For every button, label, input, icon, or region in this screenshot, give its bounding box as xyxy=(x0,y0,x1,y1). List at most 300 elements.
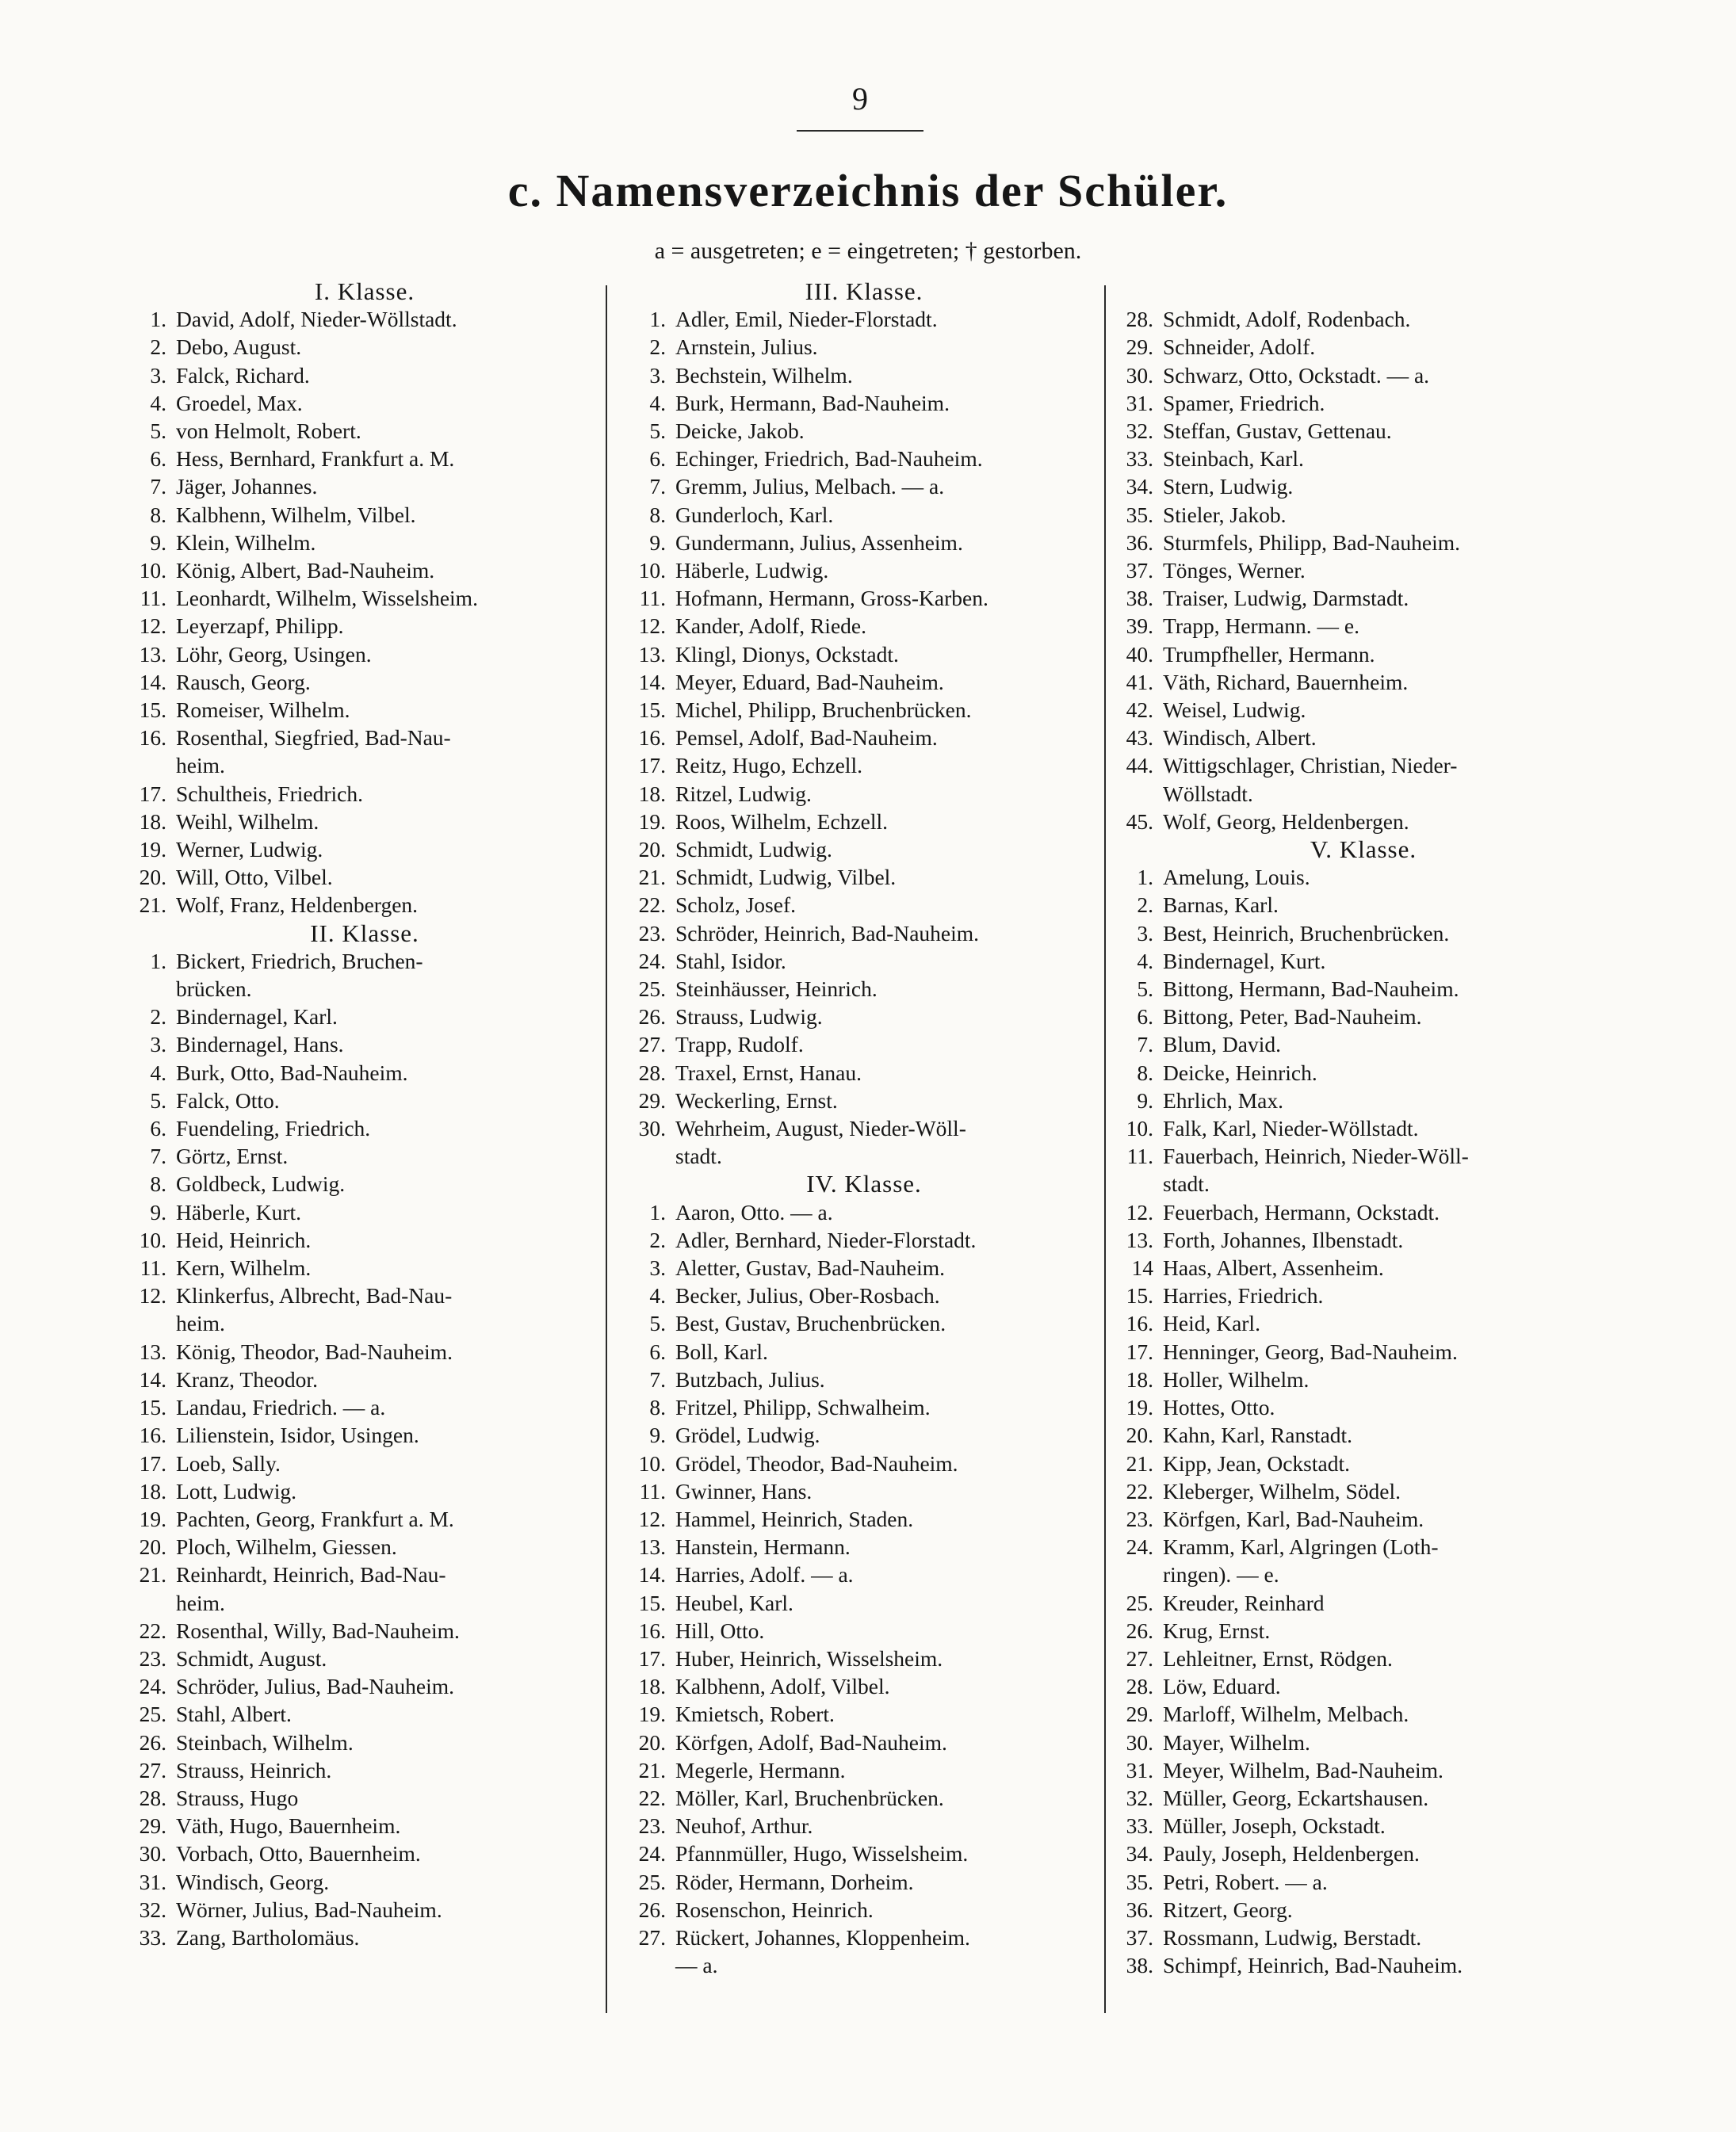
student-entry xyxy=(1114,1114,1613,1142)
student-name-line: Gunderloch, Karl. xyxy=(675,502,834,527)
student-entry xyxy=(626,1003,1102,1030)
entry-number: 2. xyxy=(649,1227,666,1252)
student-entry xyxy=(1114,919,1613,947)
student-name-line: Reitz, Hugo, Echzell. xyxy=(675,753,862,778)
entry-number: 8. xyxy=(150,1171,166,1197)
student-name-line: Rosenthal, Willy, Bad-Nauheim. xyxy=(176,1618,460,1643)
entry-number: 24. xyxy=(1126,1534,1153,1560)
student-entry xyxy=(1114,1450,1613,1477)
student-entry xyxy=(1114,1198,1613,1226)
student-name-line: Kalbhenn, Adolf, Vilbel. xyxy=(675,1674,890,1699)
entry-number: 37. xyxy=(1126,1924,1153,1950)
entry-number: 1. xyxy=(150,948,166,973)
student-name-line: Becker, Julius, Ober-Rosbach. xyxy=(675,1283,940,1309)
student-name-line: Grödel, Theodor, Bad-Nauheim. xyxy=(675,1450,958,1476)
student-name-line: Landau, Friedrich. — a. xyxy=(176,1395,386,1420)
entry-number: 10. xyxy=(638,558,666,583)
student-name-line: Schmidt, Ludwig, Vilbel. xyxy=(675,865,897,890)
entry-number: 45. xyxy=(1126,808,1153,834)
entry-number: 4. xyxy=(1137,948,1153,973)
student-name-line: Möller, Karl, Bruchenbrücken. xyxy=(675,1785,944,1810)
entry-number: 12. xyxy=(139,1283,166,1309)
student-name-line: Körfgen, Karl, Bad-Nauheim. xyxy=(1163,1506,1424,1531)
student-name-line: Best, Gustav, Bruchenbrücken. xyxy=(675,1311,946,1336)
entry-number: 13. xyxy=(638,641,666,667)
student-entry xyxy=(127,1700,602,1728)
student-name-line: Bindernagel, Hans. xyxy=(176,1032,344,1057)
student-name-line: Stahl, Isidor. xyxy=(675,948,786,973)
student-entry xyxy=(626,863,1102,891)
entry-number: 18. xyxy=(1126,1366,1153,1392)
student-entry xyxy=(1114,1477,1613,1505)
student-name-line: Leyerzapf, Philipp. xyxy=(176,613,344,639)
entry-number: 25. xyxy=(1126,1590,1153,1615)
student-name-line: Wörner, Julius, Bad-Nauheim. xyxy=(176,1897,442,1922)
entry-number: 31. xyxy=(139,1869,166,1894)
entry-number: 2. xyxy=(1137,892,1153,918)
student-entry xyxy=(626,1114,1102,1170)
student-name-line: Lilienstein, Isidor, Usingen. xyxy=(176,1423,419,1448)
student-name-line: Huber, Heinrich, Wisselsheim. xyxy=(675,1645,943,1671)
entry-number: 34. xyxy=(1126,1841,1153,1866)
student-entry xyxy=(626,1700,1102,1728)
entry-number: 37. xyxy=(1126,558,1153,583)
entry-number: 20. xyxy=(1126,1423,1153,1448)
student-entry xyxy=(626,1087,1102,1114)
student-entry xyxy=(626,529,1102,556)
entry-number: 14. xyxy=(139,1366,166,1392)
student-entry xyxy=(626,1729,1102,1756)
student-entry xyxy=(127,1421,602,1449)
student-name-line: stadt. xyxy=(675,1144,722,1169)
student-entry xyxy=(127,1198,602,1226)
student-entry xyxy=(127,445,602,472)
student-name-line: Heid, Heinrich. xyxy=(176,1227,312,1252)
student-entry xyxy=(1114,668,1613,696)
student-name-line: Scholz, Josef. xyxy=(675,892,796,918)
student-entry xyxy=(127,1254,602,1282)
student-entry xyxy=(1114,1087,1613,1114)
student-entry xyxy=(1114,1645,1613,1672)
klasse-heading-continued xyxy=(1114,277,1613,305)
entry-number: 17. xyxy=(638,753,666,778)
student-name-line: heim. xyxy=(176,1590,225,1615)
student-entry xyxy=(1114,640,1613,668)
student-entry xyxy=(626,1505,1102,1533)
student-name-line: Neuhof, Arthur. xyxy=(675,1813,813,1839)
student-entry xyxy=(626,1282,1102,1309)
student-name-line: Wolf, Georg, Heldenbergen. xyxy=(1163,808,1409,834)
student-entry xyxy=(127,1282,602,1337)
student-name-line: Kramm, Karl, Algringen (Loth- xyxy=(1163,1534,1439,1560)
student-name-line: Barnas, Karl. xyxy=(1163,892,1279,918)
student-entry xyxy=(1114,975,1613,1003)
student-name-line: Henninger, Georg, Bad-Nauheim. xyxy=(1163,1339,1458,1364)
student-entry xyxy=(626,919,1102,947)
student-entry xyxy=(1114,1309,1613,1337)
entry-number: 32. xyxy=(1126,1785,1153,1810)
student-name-line: Pfannmüller, Hugo, Wisselsheim. xyxy=(675,1841,969,1866)
entry-number: 4. xyxy=(649,390,666,415)
student-name-line: Görtz, Ernst. xyxy=(176,1144,289,1169)
student-entry xyxy=(626,1756,1102,1784)
entry-number: 17. xyxy=(139,781,166,806)
student-entry xyxy=(626,1450,1102,1477)
section-title: c. Namensverzeichnis der Schüler. xyxy=(507,165,1229,216)
student-name-line: Aletter, Gustav, Bad-Nauheim. xyxy=(675,1255,946,1281)
student-name-line: Goldbeck, Ludwig. xyxy=(176,1171,346,1197)
entry-number: 39. xyxy=(1126,613,1153,639)
student-name-line: Väth, Richard, Bauernheim. xyxy=(1163,669,1409,694)
entry-number: 28. xyxy=(139,1785,166,1810)
entry-number: 8. xyxy=(150,502,166,527)
entry-number: 15. xyxy=(638,697,666,723)
student-name-line: Zang, Bartholomäus. xyxy=(176,1924,360,1950)
column-divider xyxy=(606,285,607,2013)
entry-number: 32. xyxy=(139,1897,166,1922)
entry-number: 28. xyxy=(1126,1674,1153,1699)
entry-number: 17. xyxy=(638,1645,666,1671)
klasse-heading: V. Klasse. xyxy=(1310,835,1417,864)
student-name-line: Windisch, Albert. xyxy=(1163,725,1317,751)
student-entry xyxy=(1114,1142,1613,1198)
student-entry xyxy=(1114,724,1613,751)
entry-number: 8. xyxy=(649,502,666,527)
student-entry xyxy=(127,501,602,529)
student-name-line: Meyer, Wilhelm, Bad-Nauheim. xyxy=(1163,1757,1443,1782)
entry-number: 24. xyxy=(638,948,666,973)
legend: a = ausgetreten; e = eingetreten; † gestorben. xyxy=(654,238,1082,264)
student-name-line: Arnstein, Julius. xyxy=(675,334,818,360)
entry-number: 30. xyxy=(1126,362,1153,388)
entry-number: 35. xyxy=(1126,502,1153,527)
student-entry xyxy=(1114,808,1613,835)
student-entry xyxy=(1114,1729,1613,1756)
student-name-line: Marloff, Wilhelm, Melbach. xyxy=(1163,1702,1409,1727)
entry-number: 10. xyxy=(638,1450,666,1476)
entry-number: 25. xyxy=(638,1869,666,1894)
student-name-line: Weckerling, Ernst. xyxy=(675,1087,838,1113)
entry-number: 23. xyxy=(638,920,666,946)
entry-number: 27. xyxy=(638,1032,666,1057)
student-entry xyxy=(1114,501,1613,529)
entry-number: 19. xyxy=(139,837,166,862)
student-entry xyxy=(626,389,1102,417)
entry-number: 33. xyxy=(1126,1813,1153,1839)
student-name-line: König, Albert, Bad-Nauheim. xyxy=(176,558,435,583)
student-entry xyxy=(127,556,602,584)
entry-number: 27. xyxy=(139,1757,166,1782)
student-name-line: Strauss, Hugo xyxy=(176,1785,299,1810)
student-entry xyxy=(1114,1393,1613,1421)
student-name-line: Rausch, Georg. xyxy=(176,669,311,694)
student-name-line: Stieler, Jakob. xyxy=(1163,502,1287,527)
student-entry xyxy=(127,1729,602,1756)
student-name-line: Löw, Eduard. xyxy=(1163,1674,1281,1699)
student-entry xyxy=(127,1924,602,1951)
student-name-line: Gundermann, Julius, Assenheim. xyxy=(675,529,963,555)
student-name-line: Rosenthal, Siegfried, Bad-Nau- xyxy=(176,725,451,751)
entry-number: 11. xyxy=(140,1255,166,1281)
entry-number: 26. xyxy=(638,1897,666,1922)
student-entry xyxy=(1114,1366,1613,1393)
student-name-line: Traiser, Ludwig, Darmstadt. xyxy=(1163,586,1409,611)
student-name-line: Heid, Karl. xyxy=(1163,1311,1260,1336)
student-name-line: Best, Heinrich, Bruchenbrücken. xyxy=(1163,920,1450,946)
entry-number: 9. xyxy=(649,1423,666,1448)
student-name-line: Röder, Hermann, Dorheim. xyxy=(675,1869,914,1894)
student-name-line: Will, Otto, Vilbel. xyxy=(176,865,333,890)
column-1 xyxy=(127,277,602,1951)
student-entry xyxy=(127,1617,602,1645)
student-entry xyxy=(1114,1003,1613,1030)
entry-number: 13. xyxy=(139,1339,166,1364)
student-name-line: Debo, August. xyxy=(176,334,302,360)
student-entry xyxy=(1114,1812,1613,1840)
entry-number: 8. xyxy=(1137,1060,1153,1085)
entry-number: 22. xyxy=(139,1618,166,1643)
student-entry xyxy=(127,835,602,863)
student-entry xyxy=(626,1924,1102,1979)
entry-number: 4. xyxy=(649,1283,666,1309)
entry-number: 14. xyxy=(638,1562,666,1588)
student-entry xyxy=(626,1421,1102,1449)
entry-number: 36. xyxy=(1126,1897,1153,1922)
student-name-line: Steinhäusser, Heinrich. xyxy=(675,976,878,1002)
student-name-line: König, Theodor, Bad-Nauheim. xyxy=(176,1339,453,1364)
page-number-rule xyxy=(797,130,923,132)
student-name-line: Schmidt, August. xyxy=(176,1645,327,1671)
student-entry xyxy=(626,891,1102,919)
student-name-line: Strauss, Ludwig. xyxy=(675,1004,823,1030)
entry-number: 5. xyxy=(150,1087,166,1113)
entry-number: 31. xyxy=(1126,1757,1153,1782)
student-name-line: Ehrlich, Max. xyxy=(1163,1087,1283,1113)
student-name-line: Schmidt, Ludwig. xyxy=(675,837,832,862)
student-name-line: Pauly, Joseph, Heldenbergen. xyxy=(1163,1841,1420,1866)
entry-number: 21. xyxy=(139,892,166,918)
student-name-line: Weisel, Ludwig. xyxy=(1163,697,1306,723)
student-entry xyxy=(1114,333,1613,361)
student-entry xyxy=(1114,556,1613,584)
student-entry xyxy=(1114,751,1613,807)
entry-number: 18. xyxy=(638,781,666,806)
student-entry xyxy=(1114,472,1613,500)
student-entry xyxy=(626,640,1102,668)
student-entry xyxy=(127,1505,602,1533)
entry-number: 9. xyxy=(150,529,166,555)
student-entry xyxy=(1114,612,1613,640)
student-name-line: Traxel, Ernst, Hanau. xyxy=(675,1060,862,1085)
student-name-line: Bittong, Peter, Bad-Nauheim. xyxy=(1163,1004,1422,1030)
student-entry xyxy=(626,1561,1102,1588)
student-entry xyxy=(127,1561,602,1616)
student-name-line: Harries, Adolf. — a. xyxy=(675,1562,854,1588)
entry-number: 6. xyxy=(649,1339,666,1364)
student-entry xyxy=(127,1142,602,1170)
student-name-line: Schwarz, Otto, Ockstadt. — a. xyxy=(1163,362,1430,388)
student-name-line: Heubel, Karl. xyxy=(675,1590,793,1615)
entry-number: 16. xyxy=(1126,1311,1153,1336)
student-name-line: Körfgen, Adolf, Bad-Nauheim. xyxy=(675,1729,947,1755)
student-name-line: Feuerbach, Hermann, Ockstadt. xyxy=(1163,1199,1440,1225)
entry-number: 1. xyxy=(649,1199,666,1225)
entry-number: 13. xyxy=(638,1534,666,1560)
student-name-line: Ritzel, Ludwig. xyxy=(675,781,812,806)
entry-number: 42. xyxy=(1126,697,1153,723)
student-name-line: Falk, Karl, Nieder-Wöllstadt. xyxy=(1163,1116,1419,1141)
student-name-line: Rossmann, Ludwig, Berstadt. xyxy=(1163,1924,1422,1950)
entry-number: 25. xyxy=(638,976,666,1002)
entry-number: 12. xyxy=(1126,1199,1153,1225)
student-name-line: Kleberger, Wilhelm, Södel. xyxy=(1163,1478,1401,1503)
student-entry xyxy=(127,1003,602,1030)
student-name-line: Burk, Otto, Bad-Nauheim. xyxy=(176,1060,408,1085)
student-entry xyxy=(127,333,602,361)
student-entry xyxy=(127,1784,602,1812)
entry-number: 10. xyxy=(139,558,166,583)
student-name-line: Klinkerfus, Albrecht, Bad-Nau- xyxy=(176,1283,453,1309)
entry-number: 22. xyxy=(1126,1478,1153,1503)
entry-number: 7. xyxy=(150,474,166,499)
student-entry xyxy=(127,1840,602,1867)
student-name-line: Bechstein, Wilhelm. xyxy=(675,362,853,388)
entry-number: 15. xyxy=(638,1590,666,1615)
student-entry xyxy=(127,1896,602,1924)
student-entry xyxy=(1114,361,1613,389)
entry-number: 11. xyxy=(639,586,666,611)
student-name-line: Rückert, Johannes, Kloppenheim. xyxy=(675,1924,970,1950)
entry-number: 24. xyxy=(638,1841,666,1866)
student-entry xyxy=(626,808,1102,835)
entry-number: 6. xyxy=(649,446,666,472)
student-entry xyxy=(127,1645,602,1672)
student-name-line: Groedel, Max. xyxy=(176,390,303,415)
entry-number: 35. xyxy=(1126,1869,1153,1894)
entry-number: 20. xyxy=(139,865,166,890)
entry-number: 23. xyxy=(139,1645,166,1671)
student-name-line: Steinbach, Wilhelm. xyxy=(176,1729,354,1755)
entry-number: 6. xyxy=(150,446,166,472)
student-entry xyxy=(1114,1059,1613,1087)
student-name-line: Kreuder, Reinhard xyxy=(1163,1590,1325,1615)
student-name-line: Fauerbach, Heinrich, Nieder-Wöll- xyxy=(1163,1144,1469,1169)
student-name-line: Gwinner, Hans. xyxy=(675,1478,813,1503)
entry-number: 13. xyxy=(139,641,166,667)
student-name-line: Mayer, Wilhelm. xyxy=(1163,1729,1310,1755)
column-divider xyxy=(1104,285,1106,2013)
student-entry xyxy=(626,751,1102,779)
student-name-line: Grödel, Ludwig. xyxy=(675,1423,820,1448)
student-entry xyxy=(127,724,602,779)
student-name-line: Forth, Johannes, Ilbenstadt. xyxy=(1163,1227,1404,1252)
student-name-line: Kmietsch, Robert. xyxy=(675,1702,835,1727)
student-entry xyxy=(127,947,602,1003)
entry-number: 3. xyxy=(1137,920,1153,946)
entry-number: 33. xyxy=(139,1924,166,1950)
entry-number: 15. xyxy=(139,697,166,723)
student-entry xyxy=(626,1226,1102,1254)
entry-number: 25. xyxy=(139,1702,166,1727)
entry-number: 29. xyxy=(139,1813,166,1839)
student-name-line: Deicke, Heinrich. xyxy=(1163,1060,1317,1085)
entry-number: 14. xyxy=(638,669,666,694)
student-entry xyxy=(626,696,1102,724)
student-entry xyxy=(626,1812,1102,1840)
student-name-line: Kahn, Karl, Ranstadt. xyxy=(1163,1423,1353,1448)
student-entry xyxy=(1114,891,1613,919)
entry-number: 12. xyxy=(139,613,166,639)
student-entry xyxy=(1114,305,1613,333)
student-name-line: Wittigschlager, Christian, Nieder- xyxy=(1163,753,1458,778)
student-name-line: Häberle, Ludwig. xyxy=(675,558,829,583)
klasse-heading: II. Klasse. xyxy=(310,919,419,947)
entry-number: 41. xyxy=(1126,669,1153,694)
student-name-line: heim. xyxy=(176,1311,225,1336)
student-name-line: Holler, Wilhelm. xyxy=(1163,1366,1310,1392)
student-name-line: Gremm, Julius, Melbach. — a. xyxy=(675,474,945,499)
student-name-line: Blum, David. xyxy=(1163,1032,1281,1057)
student-name-line: Haas, Albert, Assenheim. xyxy=(1163,1255,1384,1281)
entry-number: 5. xyxy=(649,1311,666,1336)
entry-number: 34. xyxy=(1126,474,1153,499)
student-entry xyxy=(127,389,602,417)
column-3 xyxy=(1114,277,1613,1979)
entry-number: 17. xyxy=(1126,1339,1153,1364)
entry-number: 21. xyxy=(638,865,666,890)
student-name-line: Trapp, Rudolf. xyxy=(675,1032,804,1057)
student-entry xyxy=(127,1087,602,1114)
student-entry xyxy=(626,1030,1102,1058)
entry-number: 20. xyxy=(638,1729,666,1755)
student-entry xyxy=(127,1114,602,1142)
student-name-line: Wolf, Franz, Heldenbergen. xyxy=(176,892,419,918)
entry-number: 32. xyxy=(1126,418,1153,443)
student-name-line: Hottes, Otto. xyxy=(1163,1395,1275,1420)
student-name-line: Stahl, Albert. xyxy=(176,1702,292,1727)
student-name-line: Wöllstadt. xyxy=(1163,781,1253,806)
student-name-line: Meyer, Eduard, Bad-Nauheim. xyxy=(675,669,944,694)
entry-number: 18. xyxy=(139,808,166,834)
student-name-line: Schneider, Adolf. xyxy=(1163,334,1316,360)
student-entry xyxy=(626,1366,1102,1393)
student-entry xyxy=(1114,1589,1613,1617)
student-name-line: David, Adolf, Nieder-Wöllstadt. xyxy=(176,307,457,332)
student-name-line: Hofmann, Hermann, Gross-Karben. xyxy=(675,586,988,611)
student-entry xyxy=(127,780,602,808)
student-entry xyxy=(626,1840,1102,1867)
klasse-heading: I. Klasse. xyxy=(314,277,415,305)
student-entry xyxy=(127,1812,602,1840)
student-entry xyxy=(1114,1868,1613,1896)
entry-number: 7. xyxy=(150,1144,166,1169)
student-name-line: Butzbach, Julius. xyxy=(675,1366,825,1392)
entry-number: 20. xyxy=(139,1534,166,1560)
student-entry xyxy=(626,1254,1102,1282)
entry-number: 6. xyxy=(150,1116,166,1141)
student-name-line: Lott, Ludwig. xyxy=(176,1478,297,1503)
entry-number: 19. xyxy=(638,1702,666,1727)
student-entry xyxy=(127,1868,602,1896)
student-entry xyxy=(127,1030,602,1058)
student-name-line: Kranz, Theodor. xyxy=(176,1366,318,1392)
student-name-line: Falck, Otto. xyxy=(176,1087,280,1113)
entry-number: 31. xyxy=(1126,390,1153,415)
student-name-line: Schimpf, Heinrich, Bad-Nauheim. xyxy=(1163,1953,1463,1978)
student-name-line: Pemsel, Adolf, Bad-Nauheim. xyxy=(675,725,938,751)
entry-number: 5. xyxy=(649,418,666,443)
student-entry xyxy=(1114,1840,1613,1867)
